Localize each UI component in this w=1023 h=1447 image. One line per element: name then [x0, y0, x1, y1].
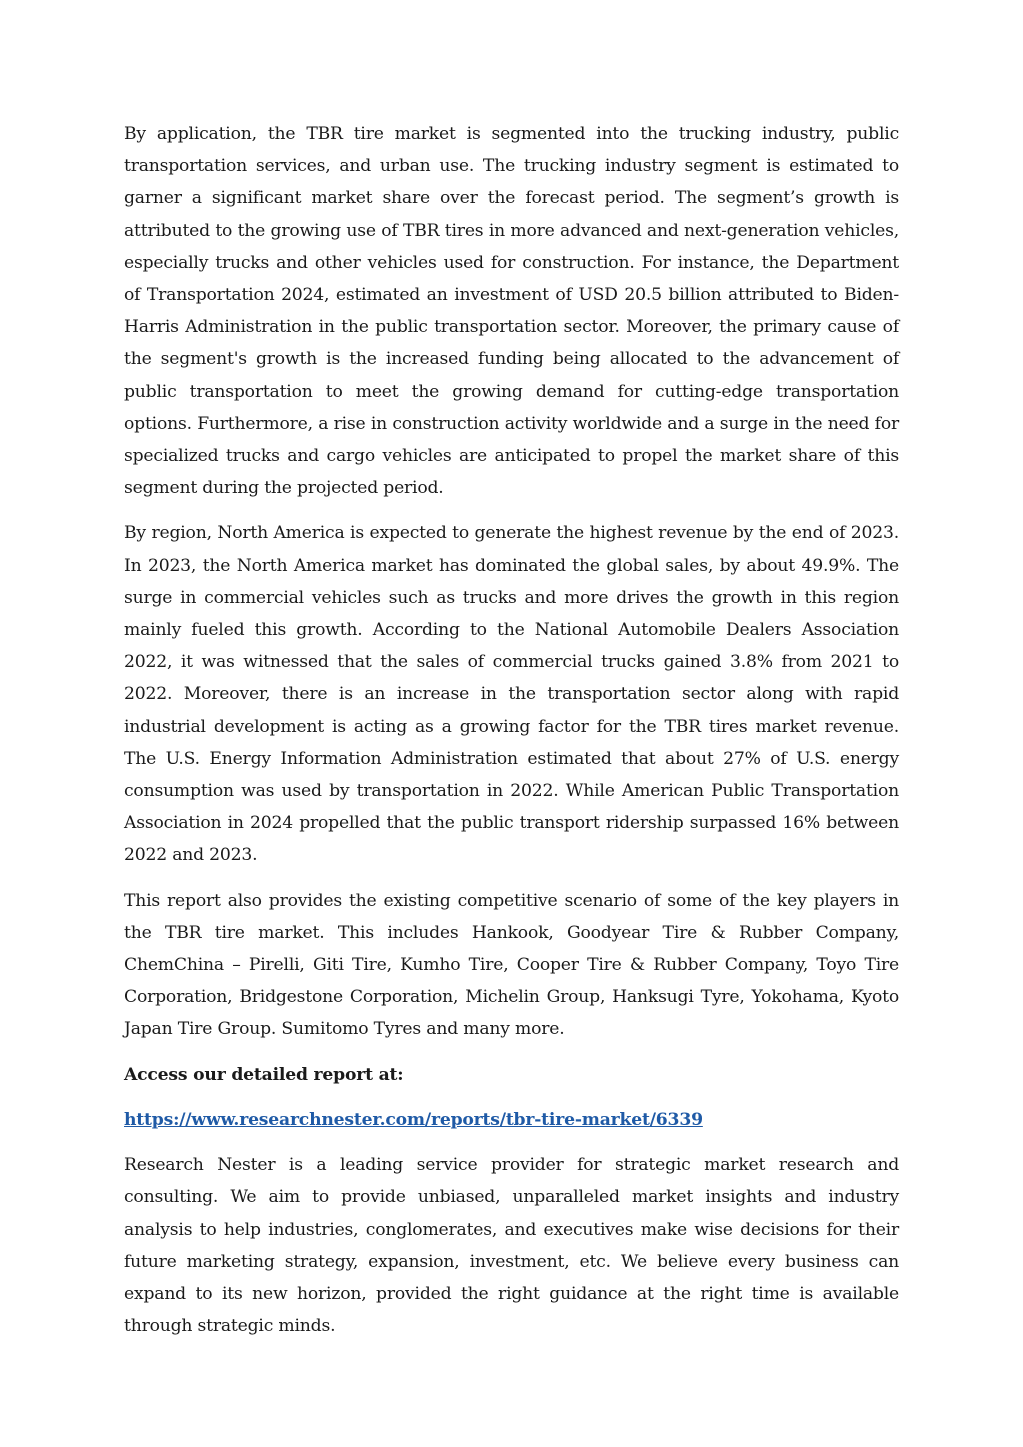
report-link[interactable]: https://www.researchnester.com/reports/tbr-tire-market/6339 [124, 1109, 703, 1130]
access-report-heading: Access our detailed report at: [124, 1064, 404, 1085]
document-body [124, 118, 899, 1355]
paragraph-key-players: This report also provides the existing competitive scenario of some of the key players in the TBR tire market. This includes Hankook, Goodyear Tire & Rubber Company, ChemChina – Pirelli, Giti Tire, Kumho Tire, Cooper Tire & Rubber Company, Toyo Tire Corporation, Bridgestone Corporation, Michelin Group, Hanksugi Tyre, Yokohama, Kyoto Japan Tire Group. Sumitomo Tyres and many more. [124, 890, 899, 1040]
paragraph-about-research-nester: Research Nester is a leading service provider for strategic market research and consulting. We aim to provide unbiased, unparalleled market insights and industry analysis to help industries, conglomerates, and executives make wise decisions for their future marketing strategy, expansion, investment, etc. We believe every business can expand to its new horizon, provided the right guidance at the right time is available through strategic minds. [124, 1155, 899, 1337]
report-link-line [124, 1104, 899, 1136]
paragraph-regional-analysis: By region, North America is expected to generate the highest revenue by the end of 2023. In 2023, the North America market has dominated the global sales, by about 49.9%. The surge in commercial vehicles such as trucks and more drives the growth in this region mainly fueled this growth. According to the National Automobile Dealers Association 2022, it was witnessed that the sales of commercial trucks gained 3.8% from 2021 to 2022. Moreover, there is an increase in the transportation sector along with rapid industrial development is acting as a growing factor for the TBR tires market revenue. The U.S. Energy Information Administration estimated that about 27% of U.S. energy consumption was used by transportation in 2022. While American Public Transportation Association in 2024 propelled that the public transport ridership surpassed 16% between 2022 and 2023. [124, 523, 899, 866]
paragraph-application-segment: By application, the TBR tire market is segmented into the trucking industry, public transportation services, and urban use. The trucking industry segment is estimated to garner a significant market share over the forecast period. The segment’s growth is attributed to the growing use of TBR tires in more advanced and next-generation vehicles, especially trucks and other vehicles used for construction. For instance, the Department of Transportation 2024, estimated an investment of USD 20.5 billion attributed to Biden-Harris Administration in the public transportation sector. Moreover, the primary cause of the segment's growth is the increased funding being allocated to the advancement of public transportation to meet the growing demand for cutting-edge transportation options. Furthermore, a rise in construction activity worldwide and a surge in the need for specialized trucks and cargo vehicles are anticipated to propel the market share of this segment during the projected period. [124, 124, 899, 499]
